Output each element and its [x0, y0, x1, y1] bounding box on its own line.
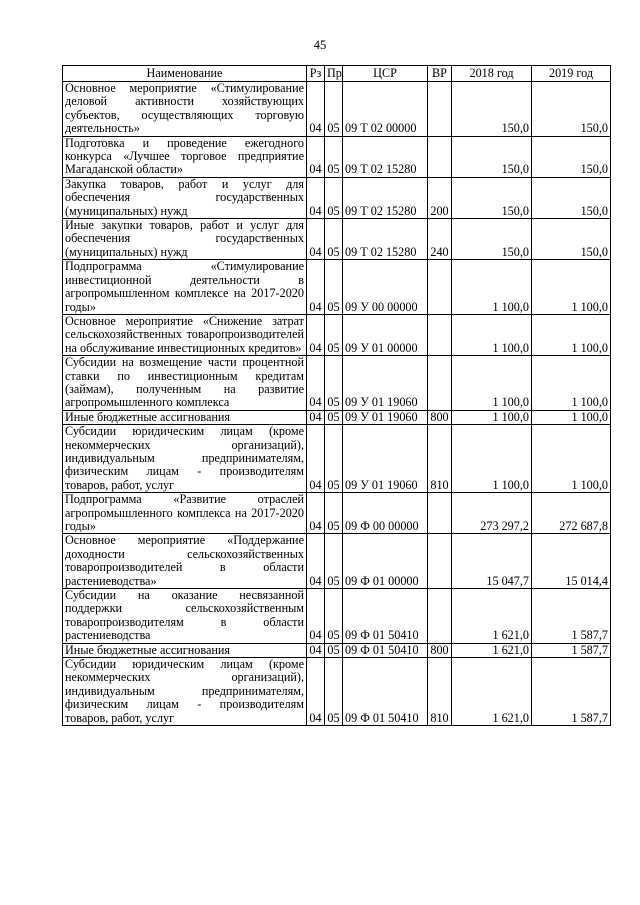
header-2018: 2018 год [452, 66, 532, 82]
cell-pr: 05 [325, 410, 343, 424]
cell-name: Подпрограмма «Стимулирование инвестиционной деятельности в агропромышленном комплексе на 2017-2020 годы» [63, 260, 307, 315]
cell-rz: 04 [307, 589, 325, 644]
cell-2018: 150,0 [452, 177, 532, 218]
cell-pr: 05 [325, 177, 343, 218]
cell-csr: 09 У 01 19060 [343, 356, 428, 411]
cell-pr: 05 [325, 136, 343, 177]
table-row [63, 314, 611, 355]
cell-vr [428, 589, 452, 644]
cell-2018: 1 100,0 [452, 410, 532, 424]
cell-vr [428, 534, 452, 589]
cell-2019: 150,0 [532, 177, 611, 218]
table-row [63, 82, 611, 137]
cell-vr: 200 [428, 177, 452, 218]
cell-2019: 150,0 [532, 136, 611, 177]
cell-rz: 04 [307, 136, 325, 177]
cell-name: Иные бюджетные ассигнования [63, 643, 307, 657]
header-rz: Рз [307, 66, 325, 82]
cell-2018: 150,0 [452, 82, 532, 137]
cell-rz: 04 [307, 82, 325, 137]
table-row [63, 658, 611, 726]
cell-name: Основное мероприятие «Снижение затрат сельскохозяйственных товаропроизводителей на обслуживание инвестиционных кредитов» [63, 314, 307, 355]
table-row [63, 589, 611, 644]
cell-name: Подпрограмма «Развитие отраслей агропромышленного комплекса на 2017-2020 годы» [63, 493, 307, 534]
cell-vr: 810 [428, 425, 452, 493]
cell-csr: 09 Ф 01 50410 [343, 643, 428, 657]
header-2019: 2019 год [532, 66, 611, 82]
table-row [63, 493, 611, 534]
cell-pr: 05 [325, 643, 343, 657]
cell-vr [428, 356, 452, 411]
cell-2018: 1 621,0 [452, 658, 532, 726]
cell-2019: 1 100,0 [532, 425, 611, 493]
cell-name: Основное мероприятие «Стимулирование деловой активности хозяйствующих субъектов, осуществляющих торговую деятельность» [63, 82, 307, 137]
cell-csr: 09 Ф 01 50410 [343, 658, 428, 726]
cell-name: Субсидии юридическим лицам (кроме некоммерческих организаций), индивидуальным предпринимателям, физическим лицам - производителям товаров, работ, услуг [63, 425, 307, 493]
cell-2018: 150,0 [452, 136, 532, 177]
table-row [63, 136, 611, 177]
cell-name: Подготовка и проведение ежегодного конкурса «Лучшее торговое предприятие Магаданской области» [63, 136, 307, 177]
table-row [63, 643, 611, 657]
cell-2019: 272 687,8 [532, 493, 611, 534]
cell-rz: 04 [307, 493, 325, 534]
cell-2018: 273 297,2 [452, 493, 532, 534]
cell-name: Субсидии на возмещение части процентной ставки по инвестиционным кредитам (займам), полученным на развитие агропромышленного комплекса [63, 356, 307, 411]
cell-vr: 800 [428, 643, 452, 657]
cell-2019: 1 100,0 [532, 260, 611, 315]
cell-pr: 05 [325, 356, 343, 411]
cell-2019: 150,0 [532, 219, 611, 260]
cell-2018: 1 621,0 [452, 643, 532, 657]
cell-pr: 05 [325, 589, 343, 644]
cell-2019: 15 014,4 [532, 534, 611, 589]
cell-name: Закупка товаров, работ и услуг для обеспечения государственных (муниципальных) нужд [63, 177, 307, 218]
cell-vr [428, 82, 452, 137]
cell-pr: 05 [325, 425, 343, 493]
cell-2018: 15 047,7 [452, 534, 532, 589]
table-row [63, 356, 611, 411]
cell-pr: 05 [325, 314, 343, 355]
cell-rz: 04 [307, 260, 325, 315]
cell-rz: 04 [307, 219, 325, 260]
cell-rz: 04 [307, 177, 325, 218]
cell-csr: 09 У 01 19060 [343, 410, 428, 424]
cell-2019: 150,0 [532, 82, 611, 137]
header-pr: Пр [325, 66, 343, 82]
cell-name: Основное мероприятие «Поддержание доходности сельскохозяйственных товаропроизводителей в области растениеводства» [63, 534, 307, 589]
cell-2018: 1 100,0 [452, 314, 532, 355]
table-row [63, 425, 611, 493]
header-name: Наименование [63, 66, 307, 82]
cell-pr: 05 [325, 493, 343, 534]
cell-pr: 05 [325, 82, 343, 137]
cell-vr [428, 314, 452, 355]
cell-csr: 09 Т 02 15280 [343, 136, 428, 177]
cell-name: Субсидии на оказание несвязанной поддержки сельскохозяйственным товаропроизводителям в области растениеводства [63, 589, 307, 644]
cell-vr: 800 [428, 410, 452, 424]
cell-rz: 04 [307, 658, 325, 726]
cell-rz: 04 [307, 643, 325, 657]
cell-pr: 05 [325, 219, 343, 260]
cell-2018: 1 100,0 [452, 425, 532, 493]
cell-csr: 09 Ф 01 50410 [343, 589, 428, 644]
cell-2019: 1 100,0 [532, 410, 611, 424]
cell-2018: 150,0 [452, 219, 532, 260]
cell-rz: 04 [307, 314, 325, 355]
table-row [63, 260, 611, 315]
cell-csr: 09 Ф 00 00000 [343, 493, 428, 534]
cell-2019: 1 100,0 [532, 356, 611, 411]
cell-2019: 1 587,7 [532, 643, 611, 657]
cell-rz: 04 [307, 410, 325, 424]
cell-csr: 09 Т 02 15280 [343, 177, 428, 218]
cell-pr: 05 [325, 260, 343, 315]
cell-name: Иные закупки товаров, работ и услуг для обеспечения государственных (муниципальных) нужд [63, 219, 307, 260]
table-row [63, 177, 611, 218]
page-number: 45 [313, 38, 327, 52]
header-csr: ЦСР [343, 66, 428, 82]
header-vr: ВР [428, 66, 452, 82]
cell-2018: 1 621,0 [452, 589, 532, 644]
cell-name: Субсидии юридическим лицам (кроме некоммерческих организаций), индивидуальным предпринимателям, физическим лицам - производителям товаров, работ, услуг [63, 658, 307, 726]
cell-vr: 240 [428, 219, 452, 260]
cell-csr: 09 У 01 00000 [343, 314, 428, 355]
cell-vr [428, 136, 452, 177]
cell-rz: 04 [307, 356, 325, 411]
table-row [63, 534, 611, 589]
cell-rz: 04 [307, 425, 325, 493]
cell-2018: 1 100,0 [452, 356, 532, 411]
table-body [63, 82, 611, 726]
table-row [63, 410, 611, 424]
cell-csr: 09 Т 02 15280 [343, 219, 428, 260]
cell-2018: 1 100,0 [452, 260, 532, 315]
cell-rz: 04 [307, 534, 325, 589]
cell-2019: 1 100,0 [532, 314, 611, 355]
cell-csr: 09 Т 02 00000 [343, 82, 428, 137]
cell-2019: 1 587,7 [532, 589, 611, 644]
cell-vr [428, 260, 452, 315]
cell-pr: 05 [325, 658, 343, 726]
table-row [63, 219, 611, 260]
budget-table [62, 65, 611, 726]
cell-csr: 09 У 00 00000 [343, 260, 428, 315]
cell-2019: 1 587,7 [532, 658, 611, 726]
table-header-row [63, 66, 611, 82]
cell-vr: 810 [428, 658, 452, 726]
cell-csr: 09 Ф 01 00000 [343, 534, 428, 589]
cell-vr [428, 493, 452, 534]
cell-name: Иные бюджетные ассигнования [63, 410, 307, 424]
cell-csr: 09 У 01 19060 [343, 425, 428, 493]
cell-pr: 05 [325, 534, 343, 589]
